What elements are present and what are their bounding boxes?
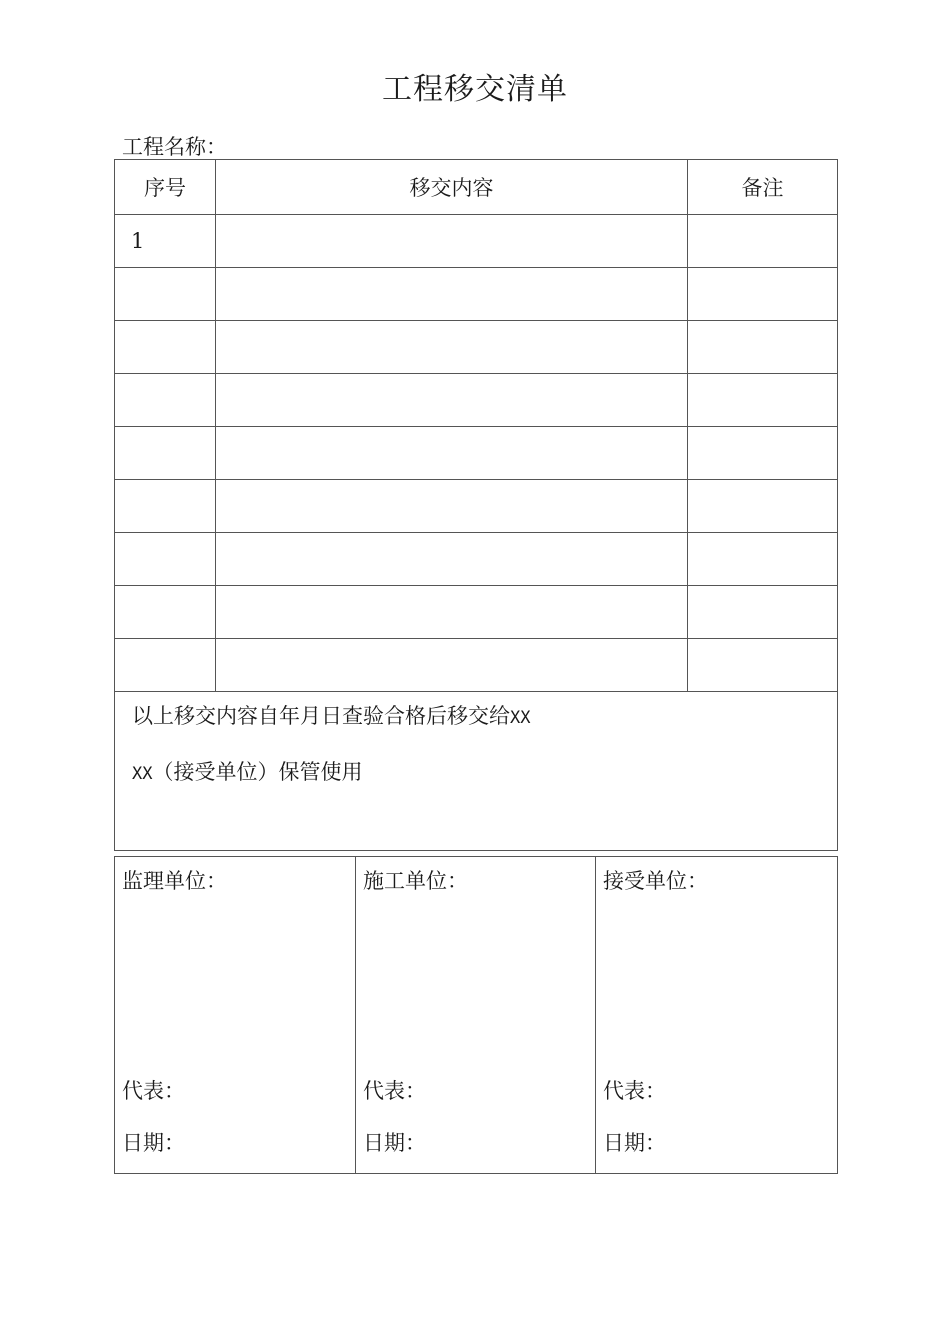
contractor-unit-label: 施工单位： [363, 869, 468, 893]
header-serial-no: 序号 [115, 160, 216, 215]
header-remark: 备注 [688, 160, 838, 215]
supervisor-unit-label: 监理单位： [122, 869, 227, 893]
serial-no-cell[interactable] [115, 321, 216, 374]
serial-no-cell[interactable] [115, 374, 216, 427]
content-cell[interactable] [216, 427, 688, 480]
signature-table [114, 856, 838, 1174]
content-cell[interactable] [216, 586, 688, 639]
handover-note-line-1 [115, 702, 837, 732]
supervisor-rep-label: 代表： [122, 1079, 185, 1103]
table-row [115, 215, 838, 268]
table-row [115, 639, 838, 692]
content-cell[interactable] [216, 374, 688, 427]
handover-table [114, 159, 838, 851]
content-cell[interactable] [216, 639, 688, 692]
supervisor-date-label: 日期： [122, 1131, 185, 1155]
table-row [115, 321, 838, 374]
table-row [115, 268, 838, 321]
note-text: （接受单位）保管使用 [152, 760, 363, 784]
handover-note-cell [115, 692, 838, 851]
document-title: 工程移交清单 [382, 72, 568, 107]
remark-cell[interactable] [688, 639, 838, 692]
header-handover-content: 移交内容 [216, 160, 688, 215]
table-row [115, 533, 838, 586]
note-recipient-placeholder: XX [510, 708, 531, 728]
table-row [115, 374, 838, 427]
receiver-unit-label: 接受单位： [603, 869, 708, 893]
table-row [115, 427, 838, 480]
signature-block-receiver [596, 857, 838, 1174]
signature-block-contractor [356, 857, 596, 1174]
table-row [115, 480, 838, 533]
remark-cell[interactable] [688, 215, 838, 268]
note-row [115, 692, 838, 851]
content-cell[interactable] [216, 215, 688, 268]
serial-no-cell[interactable]: 1 [115, 215, 216, 268]
table-header-row [115, 160, 838, 215]
remark-cell[interactable] [688, 586, 838, 639]
note-recipient-placeholder: XX [132, 764, 153, 784]
content-cell[interactable] [216, 480, 688, 533]
remark-cell[interactable] [688, 533, 838, 586]
remark-cell[interactable] [688, 374, 838, 427]
content-cell[interactable] [216, 533, 688, 586]
receiver-date-label: 日期： [603, 1131, 666, 1155]
handover-note-line-2 [115, 758, 837, 788]
remark-cell[interactable] [688, 427, 838, 480]
serial-no-cell[interactable] [115, 427, 216, 480]
remark-cell[interactable] [688, 480, 838, 533]
remark-cell[interactable] [688, 321, 838, 374]
note-text: 以上移交内容自年月日查验合格后移交给 [132, 704, 510, 728]
content-cell[interactable] [216, 268, 688, 321]
remark-cell[interactable] [688, 268, 838, 321]
serial-no-cell[interactable] [115, 533, 216, 586]
contractor-date-label: 日期： [363, 1131, 426, 1155]
serial-no-cell[interactable] [115, 268, 216, 321]
serial-no-cell[interactable] [115, 639, 216, 692]
serial-no-cell[interactable] [115, 586, 216, 639]
signature-block-supervisor [115, 857, 356, 1174]
serial-no-cell[interactable] [115, 480, 216, 533]
table-row [115, 586, 838, 639]
contractor-rep-label: 代表： [363, 1079, 426, 1103]
receiver-rep-label: 代表： [603, 1079, 666, 1103]
content-cell[interactable] [216, 321, 688, 374]
project-name-label: 工程名称： [122, 135, 227, 159]
